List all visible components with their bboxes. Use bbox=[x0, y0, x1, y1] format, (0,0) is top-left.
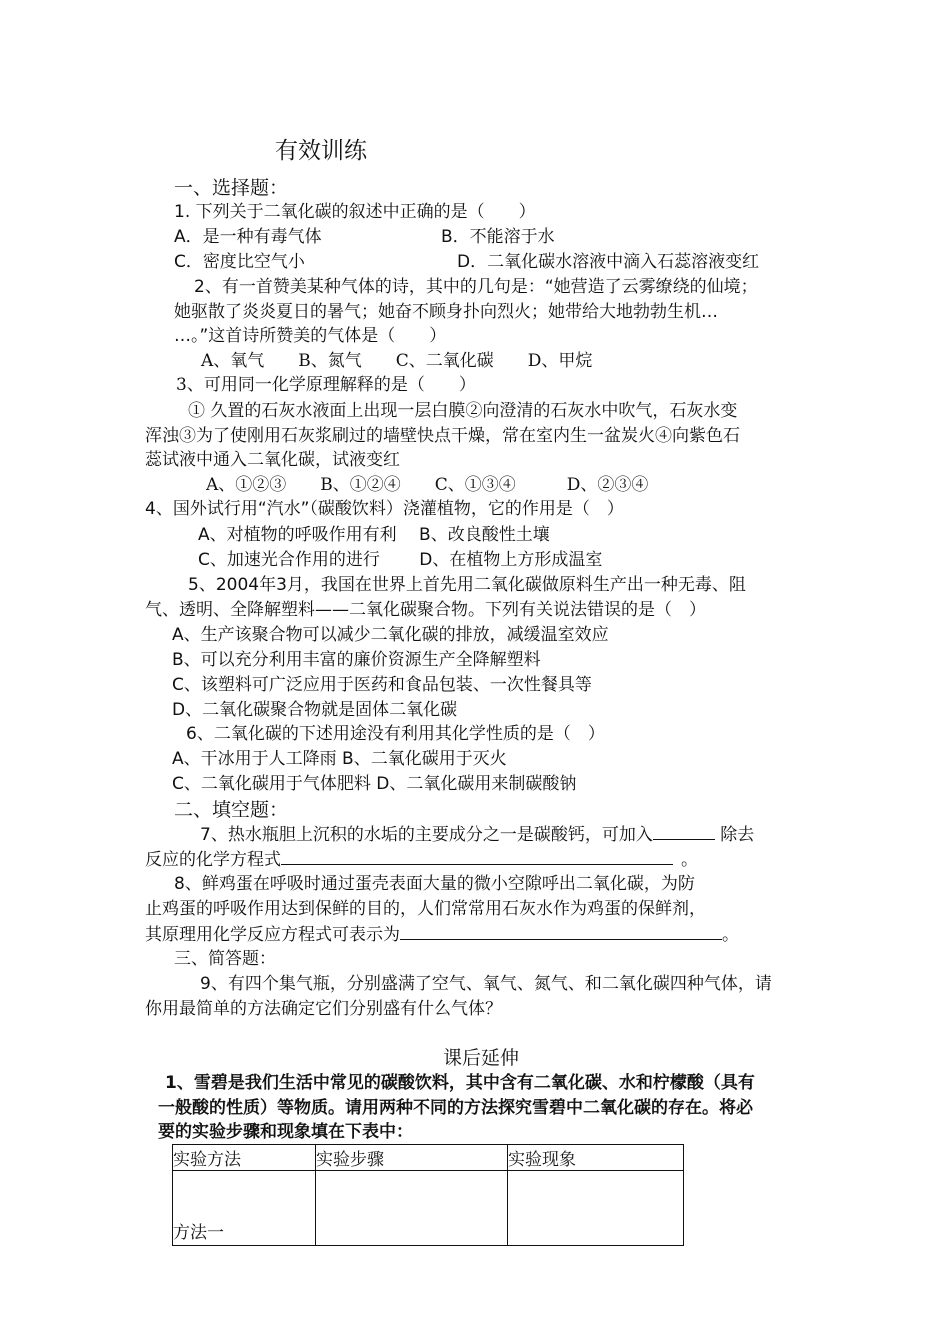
question-5-option-a: A、生产该聚合物可以减少二氧化碳的排放，减缓温室效应 bbox=[172, 625, 609, 645]
question-1-stem: 1. 下列关于二氧化碳的叙述中正确的是（ ） bbox=[174, 202, 536, 222]
question-9-line-1: 9、有四个集气瓶，分别盛满了空气、氧气、氮气、和二氧化碳四种气体，请 bbox=[200, 974, 772, 994]
question-3-line-3: 蕊试液中通入二氧化碳，试液变红 bbox=[145, 450, 400, 470]
page-title: 有效训练 bbox=[275, 138, 367, 164]
question-8-line-3 bbox=[145, 923, 739, 946]
question-6-options-ab: A、干冰用于人工降雨 B、二氧化碳用于灭火 bbox=[172, 749, 507, 769]
extension-title: 课后延伸 bbox=[443, 1047, 520, 1069]
experiment-table bbox=[172, 1144, 684, 1246]
question-7-text-2: 除去 bbox=[714, 825, 755, 845]
question-8-line-1: 8、鲜鸡蛋在呼吸时通过蛋壳表面大量的微小空隙呼出二氧化碳，为防 bbox=[174, 874, 695, 894]
question-4-options-cd: C、加速光合作用的进行 D、在植物上方形成温室 bbox=[198, 550, 603, 570]
question-7-text-3: 反应的化学方程式 bbox=[145, 850, 281, 870]
question-2-line-2: 她驱散了炎炎夏日的暑气；她奋不顾身扑向烈火；她带给大地勃勃生机… bbox=[174, 302, 718, 322]
table-header-method: 实验方法 bbox=[173, 1145, 316, 1171]
question-5-option-d: D、二氧化碳聚合物就是固体二氧化碳 bbox=[172, 700, 458, 720]
question-3-line-2: 浑浊③为了使刚用石灰浆刷过的墙壁快点干燥，常在室内生一盆炭火④向紫色石 bbox=[145, 426, 740, 446]
table-header-phenomenon: 实验现象 bbox=[508, 1145, 684, 1171]
question-5-option-b: B、可以充分利用丰富的廉价资源生产全降解塑料 bbox=[172, 650, 541, 670]
table-header-row bbox=[173, 1145, 684, 1171]
question-7-text-4: 。 bbox=[681, 850, 698, 870]
question-8-line-2: 止鸡蛋的呼吸作用达到保鲜的目的，人们常常用石灰水作为鸡蛋的保鲜剂， bbox=[145, 899, 706, 919]
question-8-text-2: 。 bbox=[722, 925, 739, 945]
question-8-answer-blank[interactable] bbox=[400, 923, 722, 940]
table-cell-method-1: 方法一 bbox=[173, 1171, 316, 1246]
question-9-line-2: 你用最简单的方法确定它们分别盛有什么气体？ bbox=[145, 999, 502, 1019]
question-1-option-c: C．密度比空气小 bbox=[174, 252, 305, 272]
table-row bbox=[173, 1171, 684, 1246]
question-3-stem: 3、可用同一化学原理解释的是（ ） bbox=[176, 375, 476, 395]
question-3-line-1: ① 久置的石灰水液面上出现一层白膜②向澄清的石灰水中吹气，石灰水变 bbox=[188, 401, 738, 421]
table-header-steps: 实验步骤 bbox=[316, 1145, 508, 1171]
extension-question-line-1: 1、雪碧是我们生活中常见的碳酸饮料，其中含有二氧化碳、水和柠檬酸（具有 bbox=[165, 1073, 755, 1093]
question-7-answer-blank-2[interactable] bbox=[281, 848, 673, 865]
question-5-line-1: 5、2004年3月，我国在世界上首先用二氧化碳做原料生产出一种无毒、阻 bbox=[188, 575, 746, 595]
question-7-line-1 bbox=[200, 823, 754, 846]
question-6-options-cd: C、二氧化碳用于气体肥料 D、二氧化碳用来制碳酸钠 bbox=[172, 774, 577, 794]
question-1-option-b: B．不能溶于水 bbox=[441, 227, 555, 247]
section-heading-fill: 二、填空题： bbox=[174, 799, 289, 821]
question-7-answer-blank-1[interactable] bbox=[653, 823, 715, 840]
question-2-line-1: 2、有一首赞美某种气体的诗，其中的几句是：“她营造了云雾缭绕的仙境； bbox=[194, 277, 758, 297]
table-cell-phenomenon-1[interactable] bbox=[508, 1171, 684, 1246]
section-heading-choice: 一、选择题： bbox=[174, 177, 289, 199]
question-6-stem: 6、二氧化碳的下述用途没有利用其化学性质的是（ ） bbox=[186, 724, 605, 744]
question-4-options-ab: A、对植物的呼吸作用有利 B、改良酸性土壤 bbox=[198, 525, 550, 545]
question-7-text-1: 7、热水瓶胆上沉积的水垢的主要成分之一是碳酸钙，可加入 bbox=[200, 825, 653, 845]
extension-question-line-3: 要的实验步骤和现象填在下表中： bbox=[158, 1122, 413, 1142]
extension-question-line-2: 一般酸的性质）等物质。请用两种不同的方法探究雪碧中二氧化碳的存在。将必 bbox=[158, 1098, 753, 1118]
question-1-option-d: D．二氧化碳水溶液中滴入石蕊溶液变红 bbox=[457, 252, 760, 272]
question-4-stem: 4、国外试行用“汽水”（碳酸饮料）浇灌植物，它的作用是（ ） bbox=[145, 499, 624, 519]
section-heading-short-answer: 三、简答题： bbox=[174, 949, 276, 969]
question-8-text-1: 其原理用化学反应方程式可表示为 bbox=[145, 925, 400, 945]
question-5-line-2: 气、透明、全降解塑料——二氧化碳聚合物。下列有关说法错误的是（ ） bbox=[145, 600, 706, 620]
question-5-option-c: C、该塑料可广泛应用于医药和食品包装、一次性餐具等 bbox=[172, 675, 592, 695]
question-2-line-3: …。”这首诗所赞美的气体是（ ） bbox=[174, 326, 447, 346]
question-1-option-a: A．是一种有毒气体 bbox=[174, 227, 322, 247]
question-2-options: A、氧气 B、氮气 C、二氧化碳 D、甲烷 bbox=[201, 351, 593, 371]
question-7-line-2 bbox=[145, 848, 698, 871]
table-cell-steps-1[interactable] bbox=[316, 1171, 508, 1246]
question-3-options: A、①②③ B、①②④ C、①③④ D、②③④ bbox=[206, 475, 649, 495]
